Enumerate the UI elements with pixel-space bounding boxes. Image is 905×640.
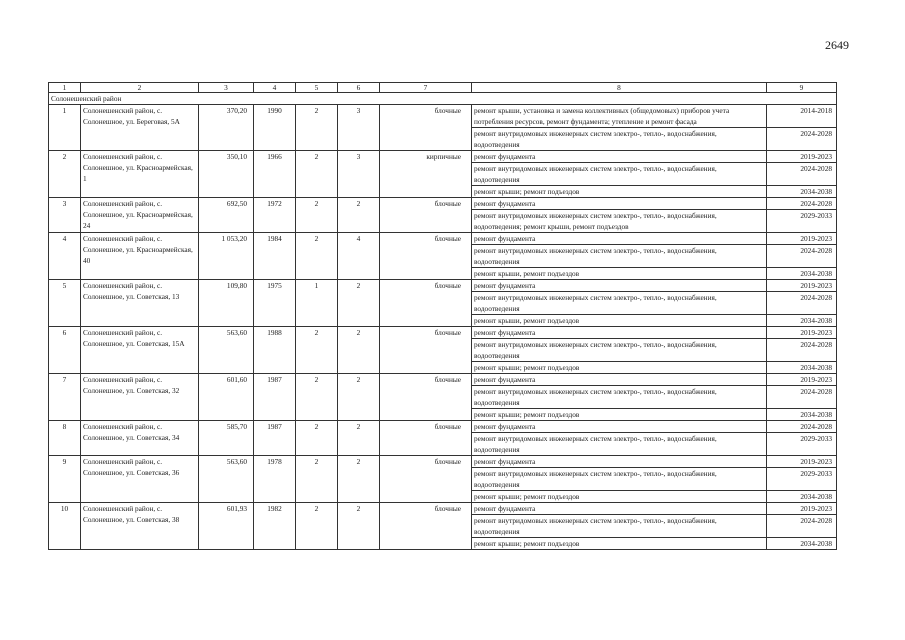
wall-material: блочные [380,503,472,550]
column-6-value: 3 [338,151,380,198]
column-6-value: 4 [338,233,380,280]
building-address: Солонешенский район, с. Солонешное, ул. Советская, 34 [81,421,199,456]
work-period: 2034-2038 [767,268,837,280]
work-period: 2014-2018 [767,105,837,128]
repair-schedule-table [48,82,837,550]
building-address: Солонешенский район, с. Солонешное, ул. Красноармейская, 24 [81,198,199,233]
row-number: 9 [49,456,81,503]
table-row [49,280,837,292]
column-number-cell: 1 [49,83,81,93]
building-address: Солонешенский район, с. Солонешное, ул. Береговая, 5А [81,105,199,151]
table-row [49,198,837,210]
column-5-value: 1 [296,280,338,327]
work-period: 2024-2028 [767,421,837,433]
wall-material: блочные [380,421,472,456]
work-description: ремонт крыши; ремонт подъездов [472,538,767,550]
wall-material: блочные [380,456,472,503]
work-description: ремонт фундамента [472,280,767,292]
work-description: ремонт фундамента [472,374,767,386]
column-5-value: 2 [296,151,338,198]
column-5-value: 2 [296,105,338,151]
build-year: 1984 [254,233,296,280]
building-address: Солонешенский район, с. Солонешное, ул. Советская, 36 [81,456,199,503]
work-period: 2019-2023 [767,503,837,515]
work-period: 2034-2038 [767,362,837,374]
work-description: ремонт внутридомовых инженерных систем электро-, тепло-, водоснабжения, водоотведения [472,163,767,186]
build-year: 1978 [254,456,296,503]
column-5-value: 2 [296,503,338,550]
work-period: 2024-2028 [767,515,837,538]
building-area: 350,10 [199,151,254,198]
work-description: ремонт крыши, ремонт подъездов [472,315,767,327]
work-description: ремонт внутридомовых инженерных систем электро-, тепло-, водоснабжения, водоотведения [472,433,767,456]
wall-material: блочные [380,198,472,233]
table-row [49,233,837,245]
work-period: 2019-2023 [767,280,837,292]
building-address: Солонешенский район, с. Солонешное, ул. Советская, 38 [81,503,199,550]
wall-material: блочные [380,327,472,374]
building-area: 601,93 [199,503,254,550]
build-year: 1966 [254,151,296,198]
column-number-cell: 7 [380,83,472,93]
work-period: 2034-2038 [767,315,837,327]
column-5-value: 2 [296,374,338,421]
column-5-value: 2 [296,327,338,374]
building-area: 692,50 [199,198,254,233]
build-year: 1988 [254,327,296,374]
work-period: 2029-2033 [767,433,837,456]
work-description: ремонт внутридомовых инженерных систем электро-, тепло-, водоснабжения, водоотведения [472,245,767,268]
work-description: ремонт крыши, ремонт подъездов [472,268,767,280]
column-6-value: 2 [338,280,380,327]
work-period: 2024-2028 [767,245,837,268]
work-period: 2019-2023 [767,374,837,386]
work-period: 2019-2023 [767,151,837,163]
work-period: 2024-2028 [767,198,837,210]
building-area: 585,70 [199,421,254,456]
work-description: ремонт внутридомовых инженерных систем электро-, тепло-, водоснабжения, водоотведения [472,386,767,409]
wall-material: блочные [380,280,472,327]
column-5-value: 2 [296,421,338,456]
table-row [49,105,837,128]
row-number: 6 [49,327,81,374]
row-number: 8 [49,421,81,456]
column-6-value: 2 [338,374,380,421]
building-address: Солонешенский район, с. Солонешное, ул. Советская, 15А [81,327,199,374]
work-period: 2019-2023 [767,327,837,339]
table-row [49,421,837,433]
district-name: Солонешенский район [49,93,837,105]
table-row [49,456,837,468]
work-description: ремонт фундамента [472,198,767,210]
column-5-value: 2 [296,198,338,233]
work-description: ремонт внутридомовых инженерных систем электро-, тепло-, водоснабжения, водоотведения [472,128,767,151]
page-number: 2649 [825,38,849,52]
work-description: ремонт фундамента [472,233,767,245]
column-6-value: 3 [338,105,380,151]
work-period: 2024-2028 [767,339,837,362]
work-period: 2019-2023 [767,456,837,468]
building-area: 563,60 [199,327,254,374]
work-description: ремонт крыши; ремонт подъездов [472,362,767,374]
work-description: ремонт внутридомовых инженерных систем электро-, тепло-, водоснабжения, водоотведения [472,468,767,491]
column-number-cell: 4 [254,83,296,93]
column-6-value: 2 [338,198,380,233]
building-address: Солонешенский район, с. Солонешное, ул. Советская, 32 [81,374,199,421]
column-number-cell: 2 [81,83,199,93]
building-address: Солонешенский район, с. Солонешное, ул. Красноармейская, 40 [81,233,199,280]
work-period: 2019-2023 [767,233,837,245]
build-year: 1982 [254,503,296,550]
column-6-value: 2 [338,503,380,550]
work-period: 2034-2038 [767,409,837,421]
row-number: 7 [49,374,81,421]
column-5-value: 2 [296,456,338,503]
work-period: 2029-2033 [767,468,837,491]
row-number: 4 [49,233,81,280]
building-address: Солонешенский район, с. Солонешное, ул. Советская, 13 [81,280,199,327]
work-period: 2024-2028 [767,292,837,315]
work-description: ремонт внутридомовых инженерных систем электро-, тепло-, водоснабжения, водоотведения [472,515,767,538]
work-period: 2034-2038 [767,538,837,550]
column-number-cell: 9 [767,83,837,93]
building-address: Солонешенский район, с. Солонешное, ул. Красноармейская, 1 [81,151,199,198]
row-number: 3 [49,198,81,233]
work-description: ремонт крыши, установка и замена коллективных (общедомовых) приборов учета потребления ресурсов, ремонт фундамента; утепление и ремонт фасада [472,105,767,128]
work-description: ремонт фундамента [472,421,767,433]
building-area: 563,60 [199,456,254,503]
column-number-cell: 5 [296,83,338,93]
work-period: 2034-2038 [767,186,837,198]
row-number: 5 [49,280,81,327]
build-year: 1987 [254,374,296,421]
column-number-cell: 6 [338,83,380,93]
build-year: 1987 [254,421,296,456]
work-period: 2029-2033 [767,210,837,233]
column-6-value: 2 [338,456,380,503]
build-year: 1975 [254,280,296,327]
work-description: ремонт внутридомовых инженерных систем электро-, тепло-, водоснабжения, водоотведения; ремонт крыши, ремонт подъездов [472,210,767,233]
column-number-row [49,83,837,93]
column-number-cell: 3 [199,83,254,93]
column-5-value: 2 [296,233,338,280]
work-period: 2024-2028 [767,386,837,409]
work-description: ремонт фундамента [472,151,767,163]
building-area: 1 053,20 [199,233,254,280]
table-row [49,327,837,339]
work-description: ремонт фундамента [472,327,767,339]
column-6-value: 2 [338,327,380,374]
district-row [49,93,837,105]
work-description: ремонт крыши; ремонт подъездов [472,186,767,198]
building-area: 370,20 [199,105,254,151]
work-period: 2024-2028 [767,163,837,186]
work-description: ремонт внутридомовых инженерных систем электро-, тепло-, водоснабжения, водоотведения [472,339,767,362]
work-period: 2034-2038 [767,491,837,503]
build-year: 1972 [254,198,296,233]
wall-material: блочные [380,105,472,151]
row-number: 2 [49,151,81,198]
table-row [49,151,837,163]
work-description: ремонт внутридомовых инженерных систем электро-, тепло-, водоснабжения, водоотведения [472,292,767,315]
wall-material: кирпичные [380,151,472,198]
work-description: ремонт фундамента [472,456,767,468]
work-description: ремонт крыши; ремонт подъездов [472,491,767,503]
table-row [49,374,837,386]
work-description: ремонт крыши; ремонт подъездов [472,409,767,421]
build-year: 1990 [254,105,296,151]
building-area: 601,60 [199,374,254,421]
building-area: 109,80 [199,280,254,327]
work-description: ремонт фундамента [472,503,767,515]
column-number-cell: 8 [472,83,767,93]
wall-material: блочные [380,233,472,280]
wall-material: блочные [380,374,472,421]
column-6-value: 2 [338,421,380,456]
work-period: 2024-2028 [767,128,837,151]
row-number: 1 [49,105,81,151]
row-number: 10 [49,503,81,550]
table-row [49,503,837,515]
